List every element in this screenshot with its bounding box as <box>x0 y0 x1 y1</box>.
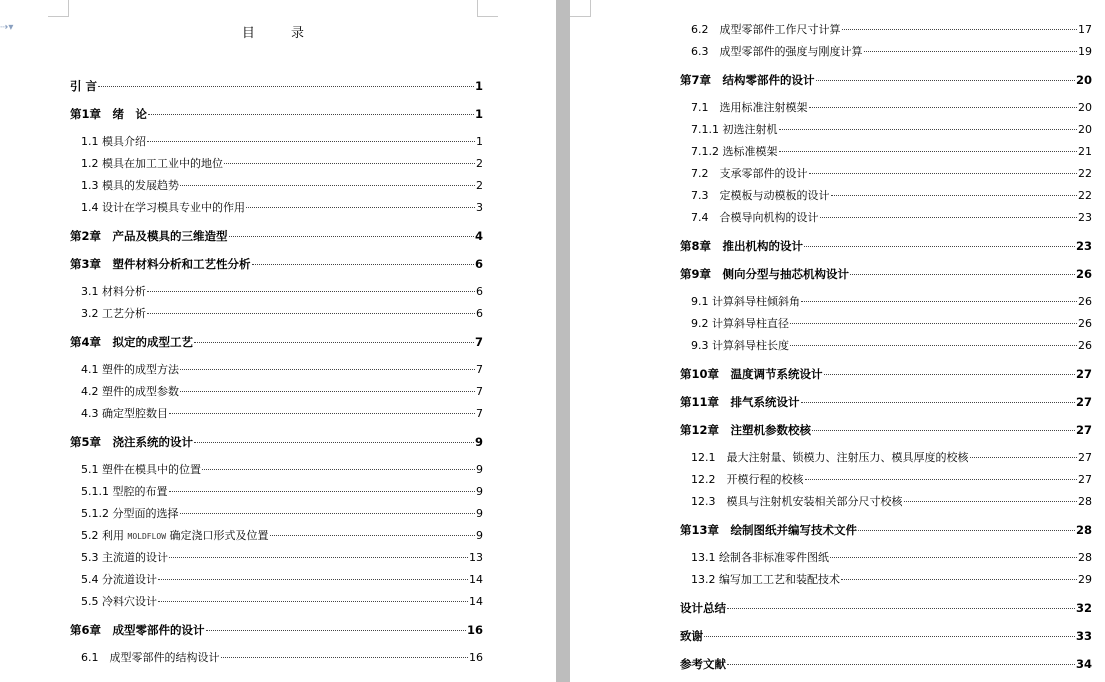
dot-leader <box>147 141 475 142</box>
dot-leader <box>194 342 474 343</box>
toc-chapter-entry[interactable] <box>70 435 483 449</box>
toc-page-number: 17 <box>1078 23 1092 36</box>
toc-section-entry[interactable] <box>81 485 483 499</box>
toc-page-number: 23 <box>1075 239 1092 253</box>
toc-section-entry[interactable] <box>691 189 1092 203</box>
toc-entry-title: 致谢 <box>680 629 703 643</box>
dot-leader <box>790 345 1077 346</box>
toc-chapter-entry[interactable] <box>70 229 483 243</box>
toc-page-number: 28 <box>1075 523 1092 537</box>
document-page-left[interactable] <box>48 0 498 682</box>
toc-page-number: 4 <box>474 229 483 243</box>
toc-section-entry[interactable] <box>81 595 483 609</box>
toc-page-number: 9 <box>476 507 483 520</box>
dot-leader <box>804 246 1075 247</box>
toc-entry-software-name: MOLDFLOW <box>127 532 167 541</box>
toc-section-entry[interactable] <box>691 145 1092 159</box>
toc-section-entry[interactable] <box>691 101 1092 115</box>
toc-entry-title: 13.1 绘制各非标准零件图纸 <box>691 551 829 564</box>
dot-leader <box>801 402 1075 403</box>
dot-leader <box>801 301 1077 302</box>
toc-entry-title: 第13章 绘制图纸并编写技术文件 <box>680 523 858 537</box>
dot-leader <box>864 51 1078 52</box>
toc-entry-title: 第6章 成型零部件的设计 <box>70 623 205 637</box>
dot-leader <box>224 163 475 164</box>
dot-leader <box>816 80 1075 81</box>
page-divider <box>556 0 570 682</box>
toc-page-number: 23 <box>1078 211 1092 224</box>
toc-section-entry[interactable] <box>81 157 483 171</box>
dot-leader <box>824 374 1075 375</box>
toc-page-number: 27 <box>1075 423 1092 437</box>
toc-entry-title: 6.2 成型零部件工作尺寸计算 <box>691 23 841 36</box>
toc-entry-title: 第4章 拟定的成型工艺 <box>70 335 194 349</box>
toc-page-number: 21 <box>1078 145 1092 158</box>
toc-page-number: 6 <box>476 285 483 298</box>
dot-leader <box>252 264 474 265</box>
toc-section-entry[interactable] <box>691 451 1092 465</box>
toc-entry-title <box>81 529 269 544</box>
toc-title: 目 录 <box>241 26 321 41</box>
toc-chapter-entry[interactable] <box>680 73 1092 87</box>
toc-page-number: 27 <box>1078 451 1092 464</box>
toc-entry-title: 1.1 模具介绍 <box>81 135 146 148</box>
toc-entry-title: 5.1.1 型腔的布置 <box>81 485 168 498</box>
toc-entry-title: 9.1 计算斜导柱倾斜角 <box>691 295 800 308</box>
toc-page-number: 20 <box>1078 101 1092 114</box>
toc-section-entry[interactable] <box>81 507 483 521</box>
toc-section-entry[interactable] <box>691 123 1092 137</box>
toc-page-number: 16 <box>466 623 483 637</box>
dot-leader <box>147 313 475 314</box>
toc-section-entry[interactable] <box>81 307 483 321</box>
toc-entry-title: 4.1 塑件的成型方法 <box>81 363 179 376</box>
toc-entry-title: 7.1 选用标准注射模架 <box>691 101 808 114</box>
toc-entry-title: 9.2 计算斜导柱直径 <box>691 317 789 330</box>
toc-section-entry[interactable] <box>691 495 1092 509</box>
toc-page-number: 20 <box>1078 123 1092 136</box>
toc-entry-title-part: 确定浇口形式及位置 <box>166 529 269 542</box>
toc-entry-title: 第3章 塑件材料分析和工艺性分析 <box>70 257 251 271</box>
dot-leader <box>779 129 1078 130</box>
dot-leader <box>970 457 1078 458</box>
toc-section-entry[interactable] <box>81 651 483 665</box>
dot-leader <box>790 323 1077 324</box>
margin-corner-mark <box>477 0 498 17</box>
toc-entry-title: 12.2 开模行程的校核 <box>691 473 804 486</box>
toc-entry-title: 第10章 温度调节系统设计 <box>680 367 823 381</box>
toc-chapter-entry[interactable] <box>70 335 483 349</box>
toc-entry-title: 7.1.1 初选注射机 <box>691 123 778 136</box>
dot-leader <box>858 530 1075 531</box>
toc-entry-title: 第8章 推出机构的设计 <box>680 239 804 253</box>
dot-leader <box>206 630 466 631</box>
margin-corner-mark <box>48 0 69 17</box>
toc-page-number: 29 <box>1078 573 1092 586</box>
toc-section-entry[interactable] <box>691 295 1092 309</box>
toc-chapter-entry[interactable] <box>680 629 1092 643</box>
dot-leader <box>148 114 474 115</box>
toc-page-number: 27 <box>1075 395 1092 409</box>
toc-entry-title: 7.1.2 选标准模架 <box>691 145 778 158</box>
dot-leader <box>202 469 475 470</box>
toc-page-number: 9 <box>476 463 483 476</box>
toc-section-entry[interactable] <box>81 135 483 149</box>
dot-leader <box>727 608 1075 609</box>
toc-page-number: 3 <box>476 201 483 214</box>
toc-entry-title: 7.2 支承零部件的设计 <box>691 167 808 180</box>
toc-page-number: 20 <box>1075 73 1092 87</box>
dot-leader <box>180 513 476 514</box>
toc-page-number: 14 <box>469 573 483 586</box>
toc-section-entry[interactable] <box>691 317 1092 331</box>
dot-leader <box>842 29 1078 30</box>
toc-entry-title: 4.2 塑件的成型参数 <box>81 385 179 398</box>
toc-chapter-entry[interactable] <box>680 239 1092 253</box>
toc-page-number: 34 <box>1075 657 1092 671</box>
dot-leader <box>850 274 1075 275</box>
toc-entry-title: 7.4 合模导向机构的设计 <box>691 211 819 224</box>
toc-section-entry[interactable] <box>81 573 483 587</box>
left-gutter <box>0 0 48 682</box>
dot-leader <box>805 479 1078 480</box>
dot-leader <box>229 236 474 237</box>
dot-leader <box>820 217 1078 218</box>
toc-entry-title: 12.3 模具与注射机安装相关部分尺寸校核 <box>691 495 903 508</box>
toc-entry-title: 1.2 模具在加工工业中的地位 <box>81 157 223 170</box>
dot-leader <box>158 601 468 602</box>
toc-section-entry[interactable] <box>691 23 1092 37</box>
toc-page-number: 7 <box>474 335 483 349</box>
dot-leader <box>221 657 469 658</box>
dot-leader <box>270 535 475 536</box>
toc-entry-title: 3.1 材料分析 <box>81 285 146 298</box>
toc-entry-title: 5.1.2 分型面的选择 <box>81 507 179 520</box>
toc-section-entry[interactable] <box>81 529 483 544</box>
toc-page-number: 1 <box>474 79 483 93</box>
toc-page-number: 22 <box>1078 189 1092 202</box>
dot-leader <box>246 207 475 208</box>
toc-entry-title: 1.3 模具的发展趋势 <box>81 179 179 192</box>
toc-entry-title: 第5章 浇注系统的设计 <box>70 435 194 449</box>
toc-entry-title: 5.1 塑件在模具中的位置 <box>81 463 201 476</box>
toc-page-number: 26 <box>1078 317 1092 330</box>
toc-page-number: 9 <box>476 529 483 542</box>
dot-leader <box>727 664 1075 665</box>
toc-entry-title: 9.3 计算斜导柱长度 <box>691 339 789 352</box>
toc-entry-title: 5.3 主流道的设计 <box>81 551 168 564</box>
dot-leader <box>180 369 475 370</box>
dot-leader <box>830 557 1077 558</box>
toc-page-number: 27 <box>1078 473 1092 486</box>
toc-chapter-entry[interactable] <box>680 395 1092 409</box>
toc-section-entry[interactable] <box>691 45 1092 59</box>
toc-section-entry[interactable] <box>81 285 483 299</box>
dot-leader <box>809 173 1078 174</box>
toc-section-entry[interactable] <box>691 211 1092 225</box>
toc-page-number: 33 <box>1075 629 1092 643</box>
toc-page-number: 9 <box>476 485 483 498</box>
toc-section-entry[interactable] <box>81 179 483 193</box>
toc-chapter-entry[interactable] <box>680 523 1092 537</box>
dot-leader <box>841 579 1077 580</box>
toc-page-number: 13 <box>469 551 483 564</box>
toc-entry-title: 第11章 排气系统设计 <box>680 395 800 409</box>
dot-leader <box>147 291 475 292</box>
toc-section-entry[interactable] <box>691 551 1092 565</box>
toc-chapter-entry[interactable] <box>70 257 483 271</box>
toc-page-number: 7 <box>476 385 483 398</box>
toc-page-number: 7 <box>476 407 483 420</box>
dot-leader <box>904 501 1078 502</box>
toc-page-number: 14 <box>469 595 483 608</box>
dot-leader <box>704 636 1075 637</box>
dot-leader <box>169 413 475 414</box>
toc-page-number: 19 <box>1078 45 1092 58</box>
toc-chapter-entry[interactable] <box>70 623 483 637</box>
toc-page-number: 32 <box>1075 601 1092 615</box>
toc-page-number: 6 <box>474 257 483 271</box>
toc-page-number: 22 <box>1078 167 1092 180</box>
toc-entry-title: 7.3 定模板与动模板的设计 <box>691 189 830 202</box>
dot-leader <box>98 86 474 87</box>
toc-page-number: 1 <box>476 135 483 148</box>
toc-entry-title: 13.2 编写加工工艺和装配技术 <box>691 573 840 586</box>
toc-page-number: 26 <box>1078 295 1092 308</box>
dot-leader <box>812 430 1075 431</box>
toc-entry-title: 3.2 工艺分析 <box>81 307 146 320</box>
toc-section-entry[interactable] <box>691 167 1092 181</box>
toc-page-number: 2 <box>476 179 483 192</box>
toc-entry-title: 6.3 成型零部件的强度与刚度计算 <box>691 45 863 58</box>
document-page-right[interactable] <box>570 0 1105 682</box>
toc-page-number: 26 <box>1075 267 1092 281</box>
toc-entry-title: 设计总结 <box>680 601 726 615</box>
toc-section-entry[interactable] <box>81 363 483 377</box>
dot-leader <box>169 557 468 558</box>
dot-leader <box>831 195 1078 196</box>
toc-section-entry[interactable] <box>81 201 483 215</box>
toc-page-number: 7 <box>476 363 483 376</box>
toc-entry-title: 参考文献 <box>680 657 726 671</box>
toc-page-number: 28 <box>1078 495 1092 508</box>
toc-entry-title: 第7章 结构零部件的设计 <box>680 73 815 87</box>
toc-entry-title: 5.5 冷料穴设计 <box>81 595 157 608</box>
toc-entry-title: 4.3 确定型腔数目 <box>81 407 168 420</box>
dot-leader <box>169 491 476 492</box>
toc-entry-title: 第2章 产品及模具的三维造型 <box>70 229 228 243</box>
toc-section-entry[interactable] <box>81 407 483 421</box>
navigation-arrow-icon[interactable]: ⇢▾ <box>0 22 14 33</box>
toc-section-entry[interactable] <box>691 573 1092 587</box>
toc-page-number: 1 <box>474 107 483 121</box>
toc-section-entry[interactable] <box>691 473 1092 487</box>
dot-leader <box>158 579 468 580</box>
toc-page-number: 28 <box>1078 551 1092 564</box>
toc-page-number: 26 <box>1078 339 1092 352</box>
toc-chapter-entry[interactable] <box>680 657 1092 671</box>
toc-chapter-entry[interactable] <box>680 601 1092 615</box>
toc-entry-title: 1.4 设计在学习模具专业中的作用 <box>81 201 245 214</box>
dot-leader <box>180 391 475 392</box>
dot-leader <box>779 151 1078 152</box>
toc-section-entry[interactable] <box>81 551 483 565</box>
toc-entry-title: 12.1 最大注射量、锁模力、注射压力、模具厚度的校核 <box>691 451 969 464</box>
toc-chapter-entry[interactable] <box>70 107 483 121</box>
dot-leader <box>809 107 1078 108</box>
dot-leader <box>194 442 474 443</box>
toc-chapter-entry[interactable] <box>680 367 1092 381</box>
toc-page-number: 2 <box>476 157 483 170</box>
margin-corner-mark <box>570 0 591 17</box>
toc-section-entry[interactable] <box>81 463 483 477</box>
toc-entry-title: 6.1 成型零部件的结构设计 <box>81 651 220 664</box>
toc-page-number: 9 <box>474 435 483 449</box>
toc-entry-title: 引 言 <box>70 79 98 93</box>
toc-entry-title: 第1章 绪 论 <box>70 107 148 121</box>
toc-chapter-entry[interactable] <box>680 267 1092 281</box>
toc-entry-title: 5.4 分流道设计 <box>81 573 157 586</box>
toc-entry-title: 第9章 侧向分型与抽芯机构设计 <box>680 267 849 281</box>
dot-leader <box>180 185 475 186</box>
toc-page-number: 16 <box>469 651 483 664</box>
toc-chapter-entry[interactable] <box>70 79 483 93</box>
toc-section-entry[interactable] <box>81 385 483 399</box>
toc-entry-title: 第12章 注塑机参数校核 <box>680 423 812 437</box>
toc-page-number: 6 <box>476 307 483 320</box>
toc-page-number: 27 <box>1075 367 1092 381</box>
toc-chapter-entry[interactable] <box>680 423 1092 437</box>
toc-entry-title-part: 5.2 利用 <box>81 529 128 542</box>
toc-section-entry[interactable] <box>691 339 1092 353</box>
